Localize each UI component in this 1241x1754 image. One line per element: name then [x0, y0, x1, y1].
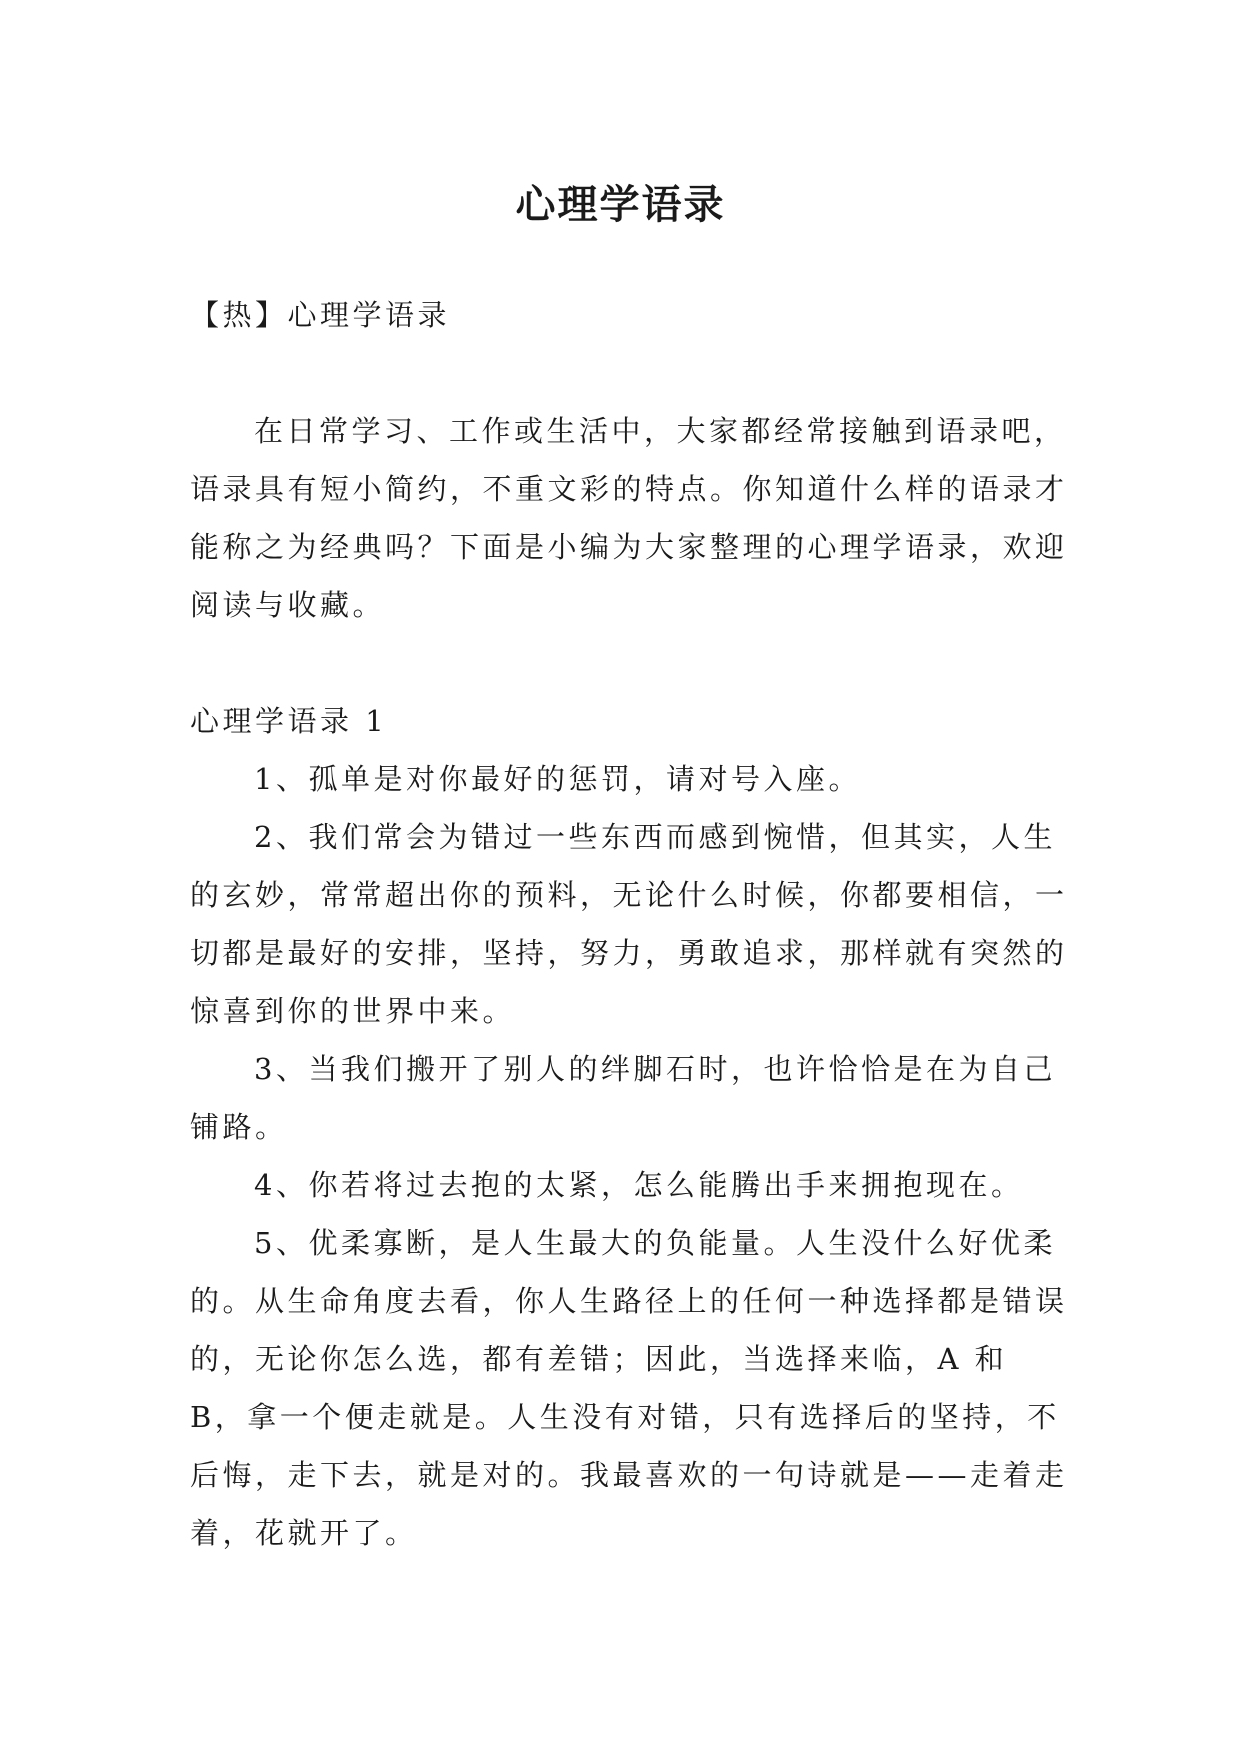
quote-item-5: 5、优柔寡断，是人生最大的负能量。人生没什么好优柔的。从生命角度去看，你人生路径上的任何一种选择都是错误的，无论你怎么选，都有差错；因此，当选择来临，A 和 B，拿一个便走就是。人生没有对错，只有选择后的坚持，不后悔，走下去，就是对的。我最喜欢的一句诗就是——走着走着，花就开了。 [190, 1226, 1068, 1550]
document-subtitle: 【热】心理学语录 [190, 298, 451, 332]
quote-list [190, 750, 1070, 1562]
intro-paragraph: 在日常学习、工作或生活中，大家都经常接触到语录吧，语录具有短小简约，不重文彩的特点。你知道什么样的语录才能称之为经典吗？下面是小编为大家整理的心理学语录，欢迎阅读与收藏。 [190, 414, 1068, 622]
page-title: 心理学语录 [515, 180, 726, 228]
quote-item-4: 4、你若将过去抱的太紧，怎么能腾出手来拥抱现在。 [254, 1168, 1024, 1202]
section-heading: 心理学语录 1 [190, 704, 388, 738]
quote-item-2: 2、我们常会为错过一些东西而感到惋惜，但其实，人生的玄妙，常常超出你的预料，无论什么时候，你都要相信，一切都是最好的安排，坚持，努力，勇敢追求，那样就有突然的惊喜到你的世界中来。 [190, 820, 1068, 1028]
quote-item-1: 1、孤单是对你最好的惩罚，请对号入座。 [254, 762, 861, 796]
quote-item-3: 3、当我们搬开了别人的绊脚石时，也许恰恰是在为自己铺路。 [190, 1052, 1056, 1144]
